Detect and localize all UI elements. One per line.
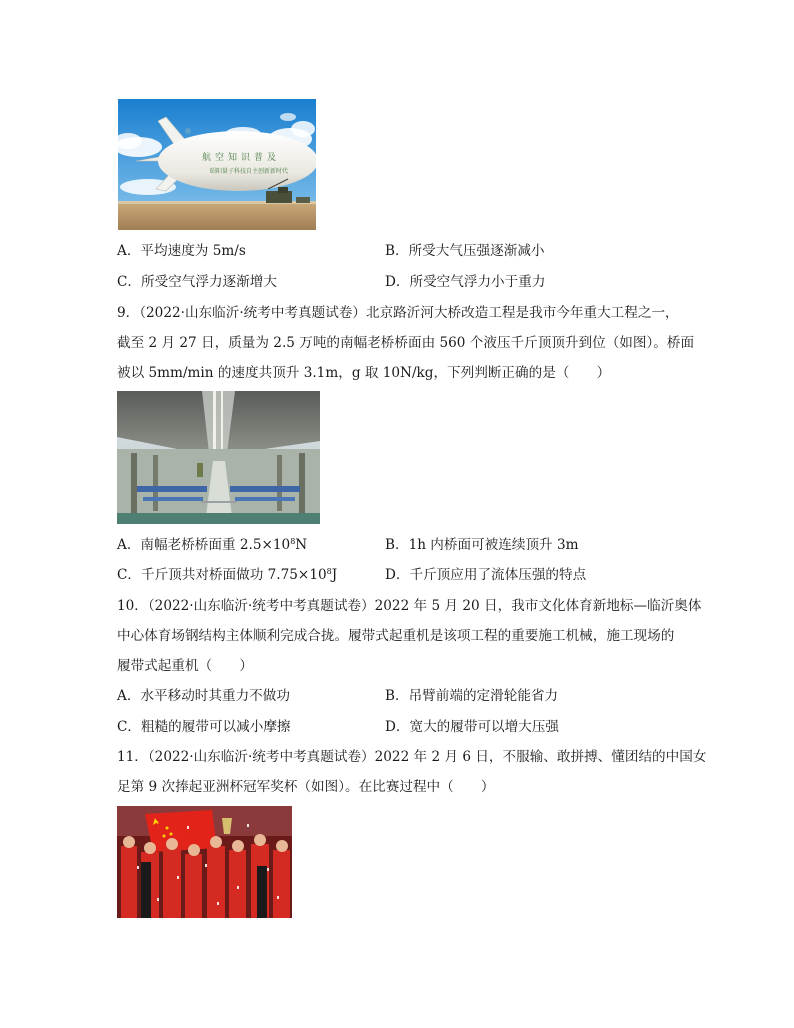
q8-option-c: C．所受空气浮力逐渐增大: [117, 274, 277, 290]
q10-option-b: B．吊臂前端的定滑轮能省力: [385, 688, 559, 704]
q9-option-b: B．1h 内桥面可被连续顶升 3m: [385, 537, 579, 553]
q10-option-a: A．水平移动时其重力不做功: [117, 688, 290, 704]
q11-stem-line-1: 11．（2022·山东临沂·统考中考真题试卷）2022 年 2 月 6 日，不服输、敢拼搏、懂团结的中国女: [117, 749, 707, 765]
q10-option-d: D．宽大的履带可以增大压强: [385, 719, 560, 735]
q8-option-a: A．平均速度为 5m/s: [117, 243, 246, 259]
q11-stem-line-2: 足第 9 次捧起亚洲杯冠军奖杯（如图）。在比赛过程中（ ）: [117, 779, 495, 795]
q9-stem-line-3: 被以 5mm/min 的速度共顶升 3.1m，g 取 10N/kg，下列判断正确的是（ ）: [117, 365, 611, 381]
airship-logo-text-1: 航空知识普及: [202, 153, 281, 163]
airship-photo: [118, 99, 316, 230]
q8-option-d: D．所受空气浮力小于重力: [385, 274, 546, 290]
q10-stem-line-2: 中心体育场钢结构主体顺利完成合拢。履带式起重机是该项工程的重要施工机械，施工现场的: [117, 628, 675, 644]
q8-option-b: B．所受大气压强逐渐减小: [385, 243, 545, 259]
q9-option-d: D．千斤顶应用了流体压强的特点: [385, 567, 587, 583]
airship-logo-text-2: 昭阳量子科技自主创新新时代: [210, 168, 289, 175]
q9-stem-line-2: 截至 2 月 27 日，质量为 2.5 万吨的南幅老桥桥面由 560 个液压千斤顶顶升到位（如图）。桥面: [117, 335, 695, 351]
team-celebration-photo: [117, 806, 292, 918]
bridge-jacking-photo: [117, 391, 320, 524]
q9-option-c: C．千斤顶共对桥面做功 $7.75\times 10^8J$: [117, 567, 338, 583]
q10-stem-line-3: 履带式起重机（ ）: [117, 658, 253, 674]
q10-option-c: C．粗糙的履带可以减小摩擦: [117, 719, 291, 735]
q10-stem-line-1: 10．（2022·山东临沂·统考中考真题试卷）2022 年 5 月 20 日，我市文化体育新地标—临沂奥体: [117, 598, 702, 614]
q9-stem-line-1: 9．（2022·山东临沂·统考中考真题试卷）北京路沂河大桥改造工程是我市今年重大工程之一，: [117, 305, 679, 321]
q9-option-a: A．南幅老桥桥面重 $2.5\times 10^8N$: [117, 537, 308, 553]
